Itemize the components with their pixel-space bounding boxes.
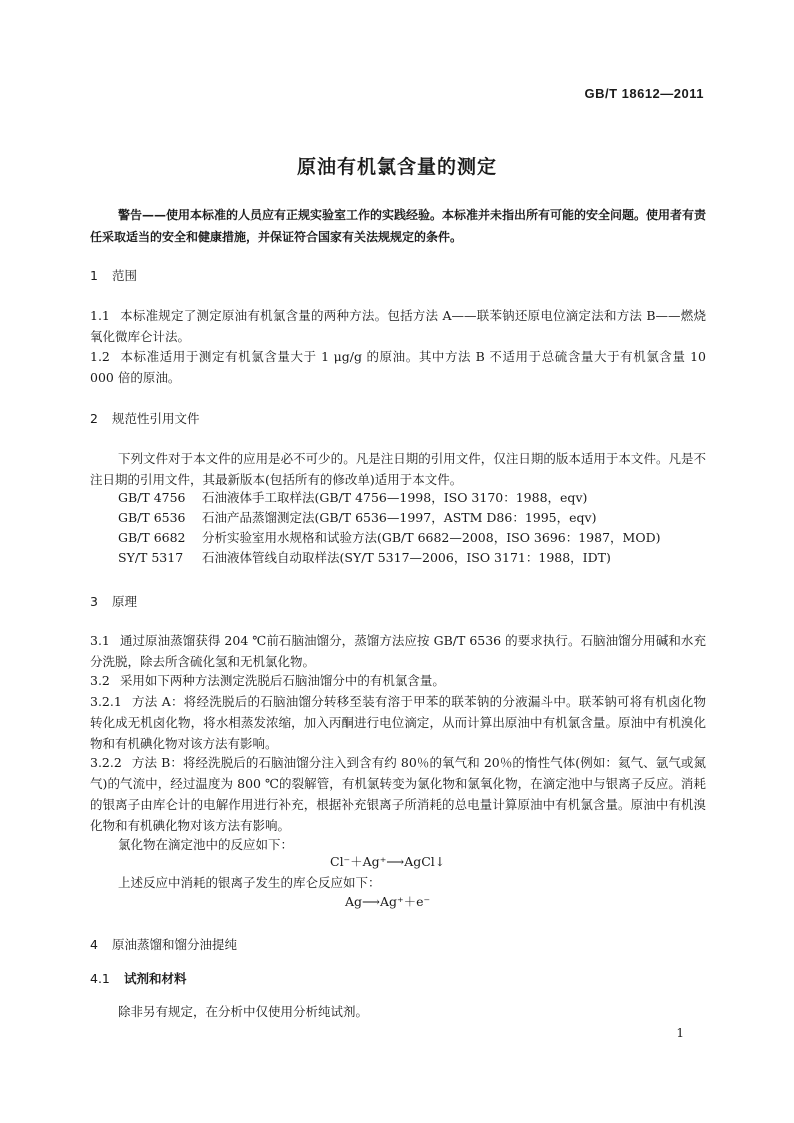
clause-number: 1.2 — [90, 349, 110, 364]
section-title: 原油蒸馏和馏分油提纯 — [112, 937, 238, 952]
reference-text: 石油产品蒸馏测定法(GB/T 6536—1997，ASTM D86：1995，eqv) — [202, 510, 597, 525]
reference-code: GB/T 6682 — [118, 530, 186, 545]
clause-text: 方法 B：将经洗脱后的石脑油馏分注入到含有约 80％的氧气和 20％的惰性气体(例如：氦气、氩气或氮气)的气流中，经过温度为 800 ℃的裂解管，有机氯转变为氯化物和氯氧化物，在滴定池中与银离子反应。消耗的银离子由库仑计的电解作用进行补充，根据补充银离子所消耗的总电量计算原油中有机氯含量。原油中有机溴化物和有机碘化物对该方法有影响。 — [90, 755, 706, 833]
reaction-equation-2: Ag⟶Ag⁺＋e⁻ — [345, 894, 431, 909]
document-title: 原油有机氯含量的测定 — [296, 156, 497, 178]
standard-number: GB/T 18612—2011 — [584, 86, 704, 101]
clause-text: 采用如下两种方法测定洗脱后石脑油馏分中的有机氯含量。 — [119, 673, 445, 688]
section-number: 1 — [90, 268, 98, 283]
clause-text: 通过原油蒸馏获得 204 ℃前石脑油馏分，蒸馏方法应按 GB/T 6536 的要求执行。石脑油馏分用碱和水充分洗脱，除去所含硫化氢和无机氯化物。 — [90, 633, 706, 669]
section-title: 范围 — [112, 268, 138, 283]
clause-number: 4.1 — [90, 971, 110, 986]
section-2-heading — [90, 409, 200, 427]
reference-item — [118, 528, 661, 548]
section-3-heading — [90, 592, 137, 610]
section-4-heading — [90, 935, 237, 953]
clause-number: 3.2.1 — [90, 694, 122, 709]
clause-number: 3.1 — [90, 633, 110, 648]
reference-item — [118, 548, 611, 568]
reference-item — [118, 488, 587, 508]
clause-number: 3.2.2 — [90, 755, 122, 770]
reference-item — [118, 508, 596, 528]
coulomb-intro: 上述反应中消耗的银离子发生的库仑反应如下： — [118, 875, 381, 890]
clause-3-2-2 — [90, 752, 706, 836]
clause-number: 3.2 — [90, 673, 110, 688]
section-number: 4 — [90, 937, 98, 952]
reference-code: GB/T 4756 — [118, 490, 186, 505]
reference-text: 分析实验室用水规格和试验方法(GB/T 6682—2008，ISO 3696：1987，MOD) — [202, 530, 661, 545]
clause-text: 方法 A：将经洗脱后的石脑油馏分转移至装有溶于甲苯的联苯钠的分液漏斗中。联苯钠可将有机卤化物转化成无机卤化物，将水相蒸发浓缩，加入丙酮进行电位滴定，从而计算出原油中有机氯含量。原油中有机溴化物和有机碘化物对该方法有影响。 — [90, 694, 706, 751]
reference-text: 石油液体手工取样法(GB/T 4756—1998，ISO 3170：1988，eqv) — [202, 490, 588, 505]
clause-1-2 — [90, 346, 706, 388]
section-title: 规范性引用文件 — [112, 411, 200, 426]
section-1-heading — [90, 266, 137, 284]
reference-code: SY/T 5317 — [118, 550, 184, 565]
clause-text: 本标准规定了测定原油有机氯含量的两种方法。包括方法 A——联苯钠还原电位滴定法和方法 B——燃烧氧化微库仑计法。 — [90, 308, 706, 344]
clause-1-1 — [90, 305, 706, 347]
clause-3-1 — [90, 630, 706, 672]
section-title: 原理 — [112, 594, 138, 609]
reaction-equation-1: Cl⁻＋Ag⁺⟶AgCl↓ — [330, 854, 446, 869]
reference-code: GB/T 6536 — [118, 510, 186, 525]
clause-3-2 — [90, 670, 706, 691]
section-number: 2 — [90, 411, 98, 426]
clause-number: 1.1 — [90, 308, 110, 323]
clause-3-2-1 — [90, 691, 706, 754]
warning-paragraph: 警告——使用本标准的人员应有正规实验室工作的实践经验。本标准并未指出所有可能的安全问题。使用者有责任采取适当的安全和健康措施，并保证符合国家有关法规规定的条件。 — [90, 208, 707, 244]
clause-4-1-heading — [90, 969, 187, 987]
reaction-intro: 氯化物在滴定池中的反应如下： — [118, 837, 294, 852]
references-intro: 下列文件对于本文件的应用是必不可少的。凡是注日期的引用文件，仅注日期的版本适用于本文件。凡是不注日期的引用文件，其最新版本(包括所有的修改单)适用于本文件。 — [90, 451, 706, 487]
clause-4-1-text: 除非另有规定，在分析中仅使用分析纯试剂。 — [118, 1004, 369, 1019]
section-number: 3 — [90, 594, 98, 609]
clause-title: 试剂和材料 — [124, 971, 187, 986]
page-number: 1 — [676, 1026, 684, 1040]
reference-text: 石油液体管线自动取样法(SY/T 5317—2006，ISO 3171：1988，IDT) — [202, 550, 611, 565]
clause-text: 本标准适用于测定有机氯含量大于 1 μg/g 的原油。其中方法 B 不适用于总硫含量大于有机氯含量 10 000 倍的原油。 — [90, 349, 706, 385]
